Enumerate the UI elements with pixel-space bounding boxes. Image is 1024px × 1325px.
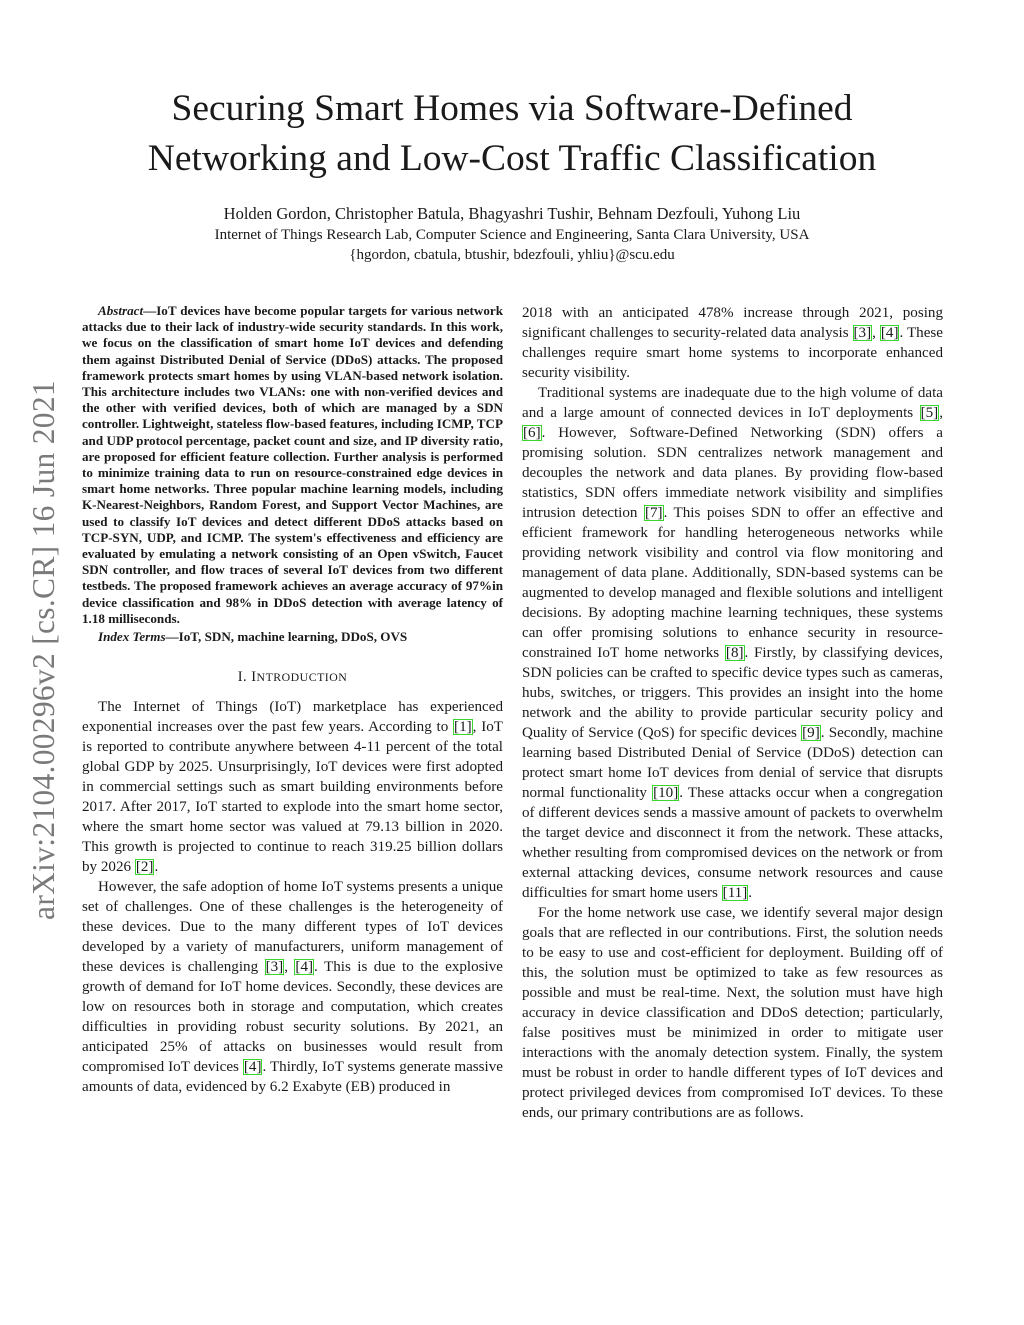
right-column <box>522 303 943 1123</box>
index-terms <box>82 629 503 645</box>
abstract-label: Abstract <box>98 303 144 318</box>
citation-link[interactable]: [11] <box>722 885 748 901</box>
arxiv-stamp <box>24 355 64 945</box>
author-list: Holden Gordon, Christopher Batula, Bhagyashri Tushir, Behnam Dezfouli, Yuhong Liu <box>223 204 801 223</box>
citation-link[interactable]: [5] <box>920 405 939 421</box>
citation-link[interactable]: [1] <box>454 719 472 736</box>
intro-paragraph-2-continued: 2018 with an anticipated 478% increase through 2021, posing significant challenges to security-related data analysis [3], [4]. These challenges require smart home systems to incorporate enhanced security visibility. <box>522 305 943 381</box>
citation-link[interactable]: [10] <box>653 785 679 801</box>
citation-link[interactable]: [9] <box>802 725 820 741</box>
citation-link[interactable]: [3] <box>853 325 872 341</box>
title-line-1: Securing Smart Homes via Software-Defined <box>171 88 853 129</box>
citation-link[interactable]: [4] <box>880 325 899 341</box>
title-line-2: Networking and Low-Cost Traffic Classification <box>147 138 877 179</box>
citation-link[interactable]: [2] <box>135 859 154 876</box>
abstract <box>82 303 503 627</box>
paper-title <box>80 84 944 184</box>
intro-paragraph-1: The Internet of Things (IoT) marketplace has experienced exponential increases over the past few years. According to [1], IoT is reported to contribute anywhere between 4-11 percent of the total global GDP by 2025. Unsurprisingly, IoT devices were first adopted in commercial settings such as smart building environments before 2017. After 2017, IoT started to explode into the smart home sector, where the smart home sector was valued at 79.13 billion in 2020. This growth is projected to continue to reach 319.25 billion dollars by 2026 [2]. <box>82 699 503 876</box>
citation-link[interactable]: [4] <box>243 1059 262 1076</box>
intro-paragraph-3: Traditional systems are inadequate due to the high volume of data and a large amount of connected devices in IoT deployments [5], [6]. However, Software-Defined Networking (SDN) offers a promising solution. SDN centralizes network management and decouples the network and data planes. By providing flow-based statistics, SDN offers immediate network visibility and simplifies intrusion detection [7]. This poises SDN to offer an effective and efficient framework for handling heterogeneous networks while providing network visibility and control via flow monitoring and management of data plane. Additionally, SDN-based systems can be augmented to develop managed and flexible solutions and intelligent decisions. By adopting machine learning techniques, these systems can offer promising solutions to enhance security in resource-constrained IoT home networks [8]. Firstly, by classifying devices, SDN policies can be crafted to specific device types such as cameras, hubs, switches, or triggers. This provides an insight into the home network and the ability to provide particular security policy and Quality of Service (QoS) for specific devices [9]. Secondly, machine learning based Distributed Denial of Service (DDoS) detection can protect smart home IoT devices from denial of service that disrupts normal functionality [10]. These attacks occur when a congregation of different devices sends a massive amount of packets to overwhelm the target device and disconnect it from the network. These attacks, whether resulting from compromised devices on the network or from external attacking devices, consume network resources and cause difficulties for smart home users [11]. <box>522 385 943 901</box>
intro-paragraph-4: For the home network use case, we identify several major design goals that are reflected in our contributions. First, the solution needs to be easy to use and cost-efficient for deployment. Building off of this, the solution must be optimized to take as few resources as possible and must be real-time. Next, the solution must have high accuracy in device classification and DDoS detection; particularly, false positives must be minimized in order to mitigate user interactions with the anomaly detection system. Finally, the system must be robust in order to handle different types of IoT devices and protect privileged devices from compromised IoT devices. To these ends, our primary contributions are as follows. <box>522 905 943 1121</box>
index-terms-label: Index Terms <box>98 629 166 645</box>
author-emails: {hgordon, cbatula, btushir, bdezfouli, yhliu}@scu.edu <box>349 247 675 263</box>
abstract-text: —IoT devices have become popular targets for various network attacks due to their lack of industry-wide security standards. In this work, we focus on the classification of smart home IoT devices and defending them against Distributed Denial of Service (DDoS) attacks. The proposed framework protects smart homes by using VLAN-based network isolation. This architecture includes two VLANs: one with non-verified devices and the other with verified devices, both of which are managed by a SDN controller. Lightweight, stateless flow-based features, including ICMP, TCP and UDP protocol percentage, packet count and size, and IP diversity ratio, are proposed for efficient feature collection. Further analysis is performed to minimize training data to run on resource-constrained edge devices in smart home networks. Three popular machine learning models, including K-Nearest-Neighbors, Random Forest, and Support Vector Machines, are used to classify IoT devices and detect different DDoS attacks based on TCP-SYN, UDP, and ICMP. The system's effectiveness and efficiency are evaluated by emulating a network consisting of an Open vSwitch, Faucet SDN controller, and flow traces of several IoT devices from two different testbeds. The proposed framework achieves an average accuracy of 97%in device classification and 98% in DDoS detection with average latency of 1.18 milliseconds. <box>82 303 503 626</box>
left-column <box>82 303 503 1097</box>
citation-link[interactable]: [4] <box>295 959 314 976</box>
affiliation: Internet of Things Research Lab, Computer Science and Engineering, Santa Clara University, USA <box>214 227 810 243</box>
index-terms-text: —IoT, SDN, machine learning, DDoS, OVS <box>165 629 408 645</box>
citation-link[interactable]: [6] <box>523 425 541 441</box>
section-heading-introduction: I. INTRODUCTION <box>237 669 348 686</box>
citation-link[interactable]: [8] <box>725 645 744 661</box>
intro-paragraph-2: However, the safe adoption of home IoT systems presents a unique set of challenges. One of these challenges is the heterogeneity of these devices. Due to the many different types of IoT devices developed by a variety of manufacturers, uniform management of these devices is challenging [3], [4]. This is due to the explosive growth of demand for IoT home devices. Secondly, these devices are low on resources both in storage and computation, which creates difficulties in providing robust security solutions. By 2021, an anticipated 25% of attacks on businesses would result from compromised IoT devices [4]. Thirdly, IoT systems generate massive amounts of data, evidenced by 6.2 Exabyte (EB) produced in <box>82 879 503 1096</box>
arxiv-id: arXiv:2104.00296v2 [cs.CR] 16 Jun 2021 <box>26 380 61 920</box>
citation-link[interactable]: [3] <box>265 959 284 976</box>
citation-link[interactable]: [7] <box>644 505 663 521</box>
